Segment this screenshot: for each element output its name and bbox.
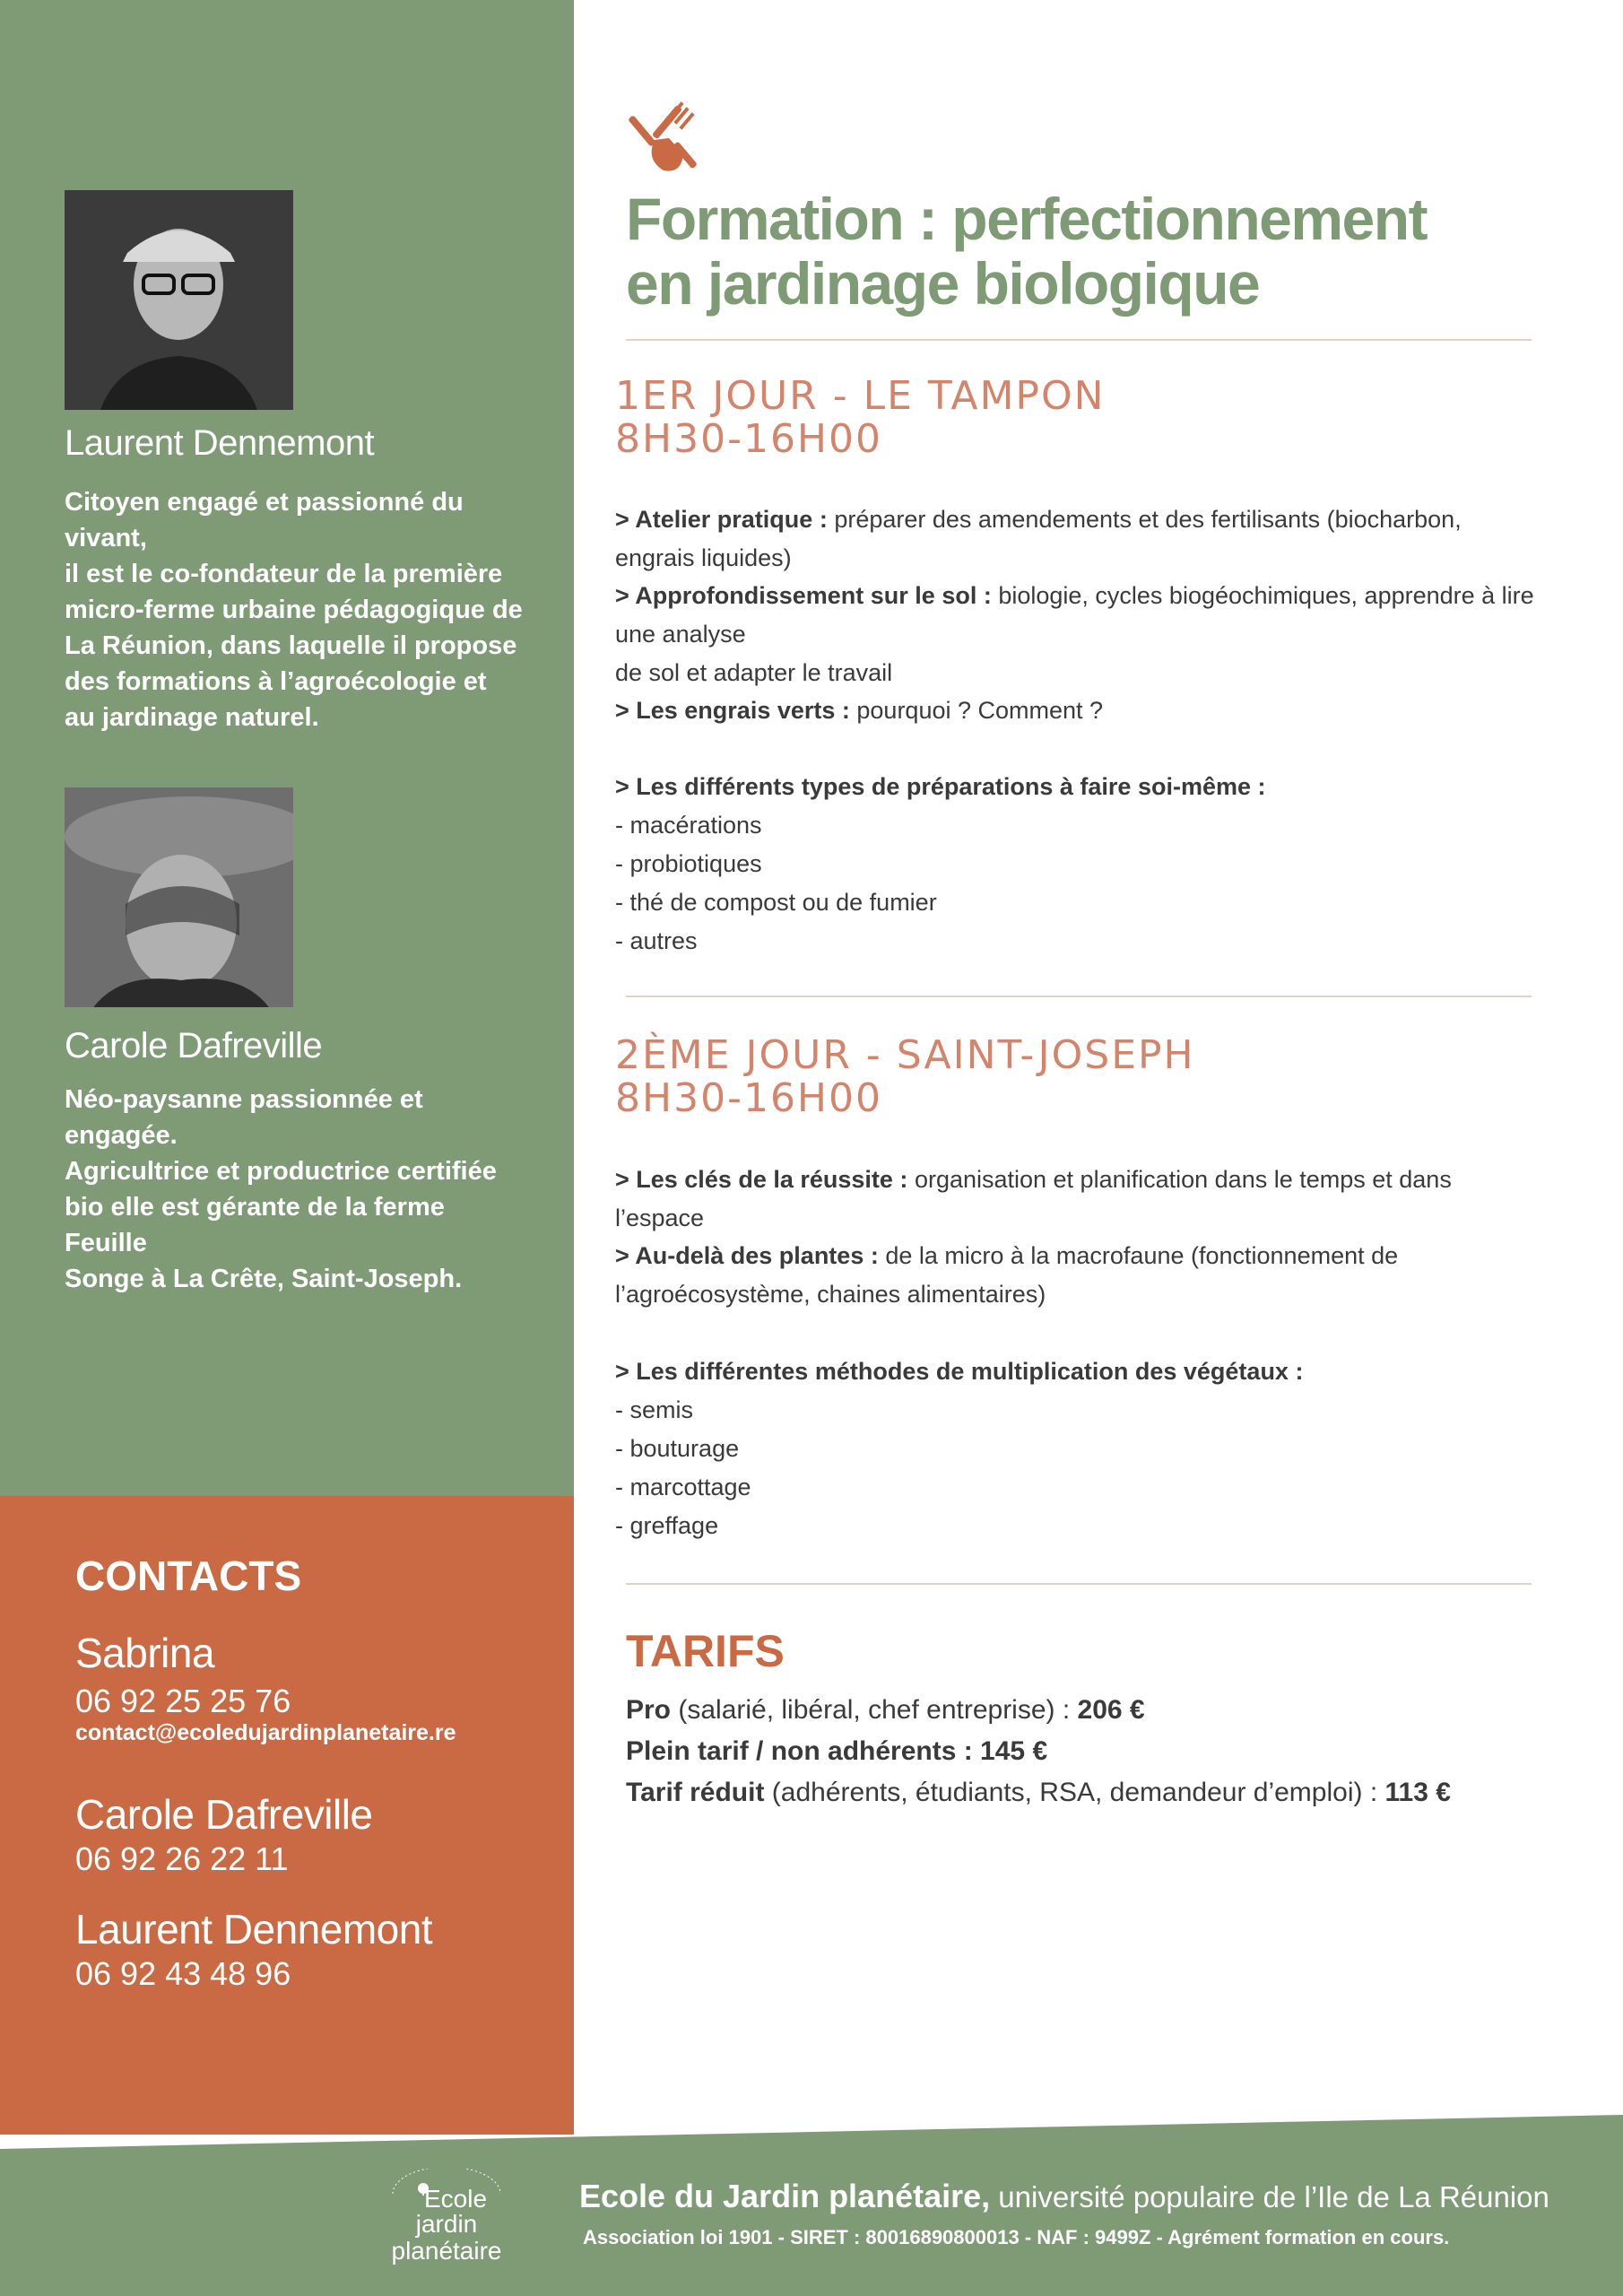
- program-item: > Atelier pratique : préparer des amendements et des fertilisants (biocharbon, engrais liquides): [615, 506, 1462, 571]
- divider: [626, 1583, 1532, 1585]
- contact-phone[interactable]: 06 92 25 25 76: [75, 1683, 291, 1719]
- contact-phone[interactable]: 06 92 26 22 11: [75, 1840, 289, 1877]
- tarifs-title: TARIFS: [626, 1626, 785, 1676]
- day-heading: 2ÈME JOUR - SAINT-JOSEPH 8H30-16H00: [615, 1032, 1195, 1121]
- person-bio: Citoyen engagé et passionné du vivant, il est le co-fondateur de la première micro-ferme urbaine pédagogique de La Réunion, dans laquelle il propose des formations à l’agroécologie et au jardinage naturel.: [65, 488, 523, 732]
- tarif-line: Tarif réduit (adhérents, étudiants, RSA, demandeur d’emploi) : 113 €: [626, 1778, 1451, 1807]
- contact-name: Sabrina: [75, 1630, 215, 1676]
- person-name: Laurent Dennemont: [65, 423, 375, 463]
- tarif-line: Plein tarif / non adhérents : 145 €: [626, 1736, 1048, 1766]
- person-name: Carole Dafreville: [65, 1026, 323, 1065]
- program-item: > Au-delà des plantes : de la micro à la macrofaune (fonctionnement de l’agroécosystème, chaines alimentaires): [615, 1242, 1399, 1308]
- divider: [626, 339, 1532, 341]
- day-heading: 1ER JOUR - LE TAMPON 8H30-16H00: [615, 373, 1106, 462]
- page-title: Formation : perfectionnement en jardinage biologique: [626, 186, 1428, 317]
- contact-phone[interactable]: 06 92 43 48 96: [75, 1955, 291, 1992]
- contacts-title: CONTACTS: [75, 1552, 302, 1599]
- program-item: > Approfondissement sur le sol : biologie, cycles biogéochimiques, apprendre à lire une analyse de sol et adapter le travail: [615, 582, 1534, 686]
- person-bio: Néo-paysanne passionnée et engagée. Agricultrice et productrice certifiée bio elle est gérante de la ferme Feuille Songe à La Crête, Saint-Joseph.: [65, 1085, 497, 1293]
- garden-tools-icon: [628, 97, 710, 179]
- footer-subtitle: Association loi 1901 - SIRET : 80016890800013 - NAF : 9499Z - Agrément formation en cours.: [583, 2226, 1450, 2248]
- program-item: > Les engrais verts : pourquoi ? Comment ?: [615, 697, 1104, 724]
- school-logo: Ecole jardin planétaire: [366, 2169, 527, 2258]
- divider: [626, 996, 1532, 997]
- footer-title: Ecole du Jardin planétaire, université populaire de l’Ile de La Réunion: [579, 2178, 1549, 2214]
- contact-email[interactable]: contact@ecoledujardinplanetaire.re: [75, 1720, 456, 1745]
- program-item: > Les différentes méthodes de multiplication des végétaux : - semis - bouturage - marcottage - greffage: [615, 1358, 1304, 1539]
- avatar-carole: [65, 787, 293, 1007]
- contact-name: Laurent Dennemont: [75, 1906, 433, 1952]
- program-item: > Les clés de la réussite : organisation et planification dans le temps et dans l’espace: [615, 1166, 1452, 1231]
- program-item: > Les différents types de préparations à faire soi-même : - macérations - probiotiques - thé de compost ou de fumier - autres: [615, 773, 1266, 954]
- tarif-line: Pro (salarié, libéral, chef entreprise) : 206 €: [626, 1695, 1145, 1725]
- contact-name: Carole Dafreville: [75, 1791, 373, 1838]
- avatar-laurent: [65, 190, 293, 410]
